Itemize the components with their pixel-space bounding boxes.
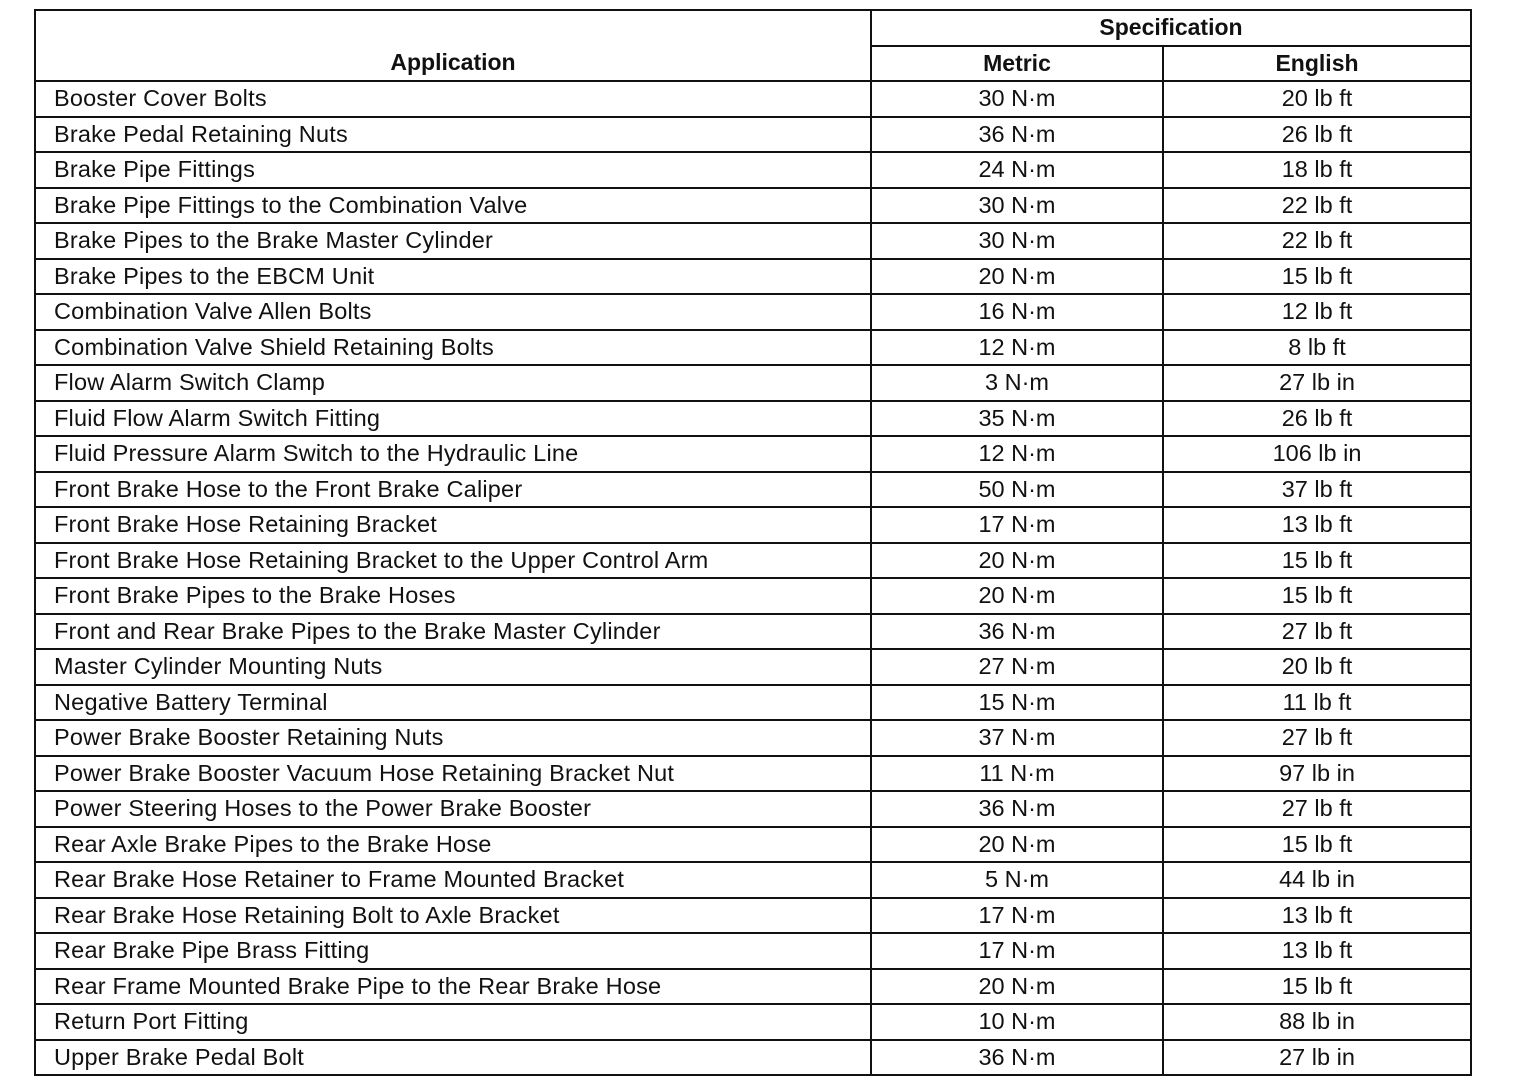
metric-cell: 3 N·m — [871, 365, 1163, 401]
english-cell: 13 lb ft — [1163, 898, 1471, 934]
table-row — [35, 436, 1471, 472]
english-cell: 26 lb ft — [1163, 401, 1471, 437]
application-cell: Front Brake Hose Retaining Bracket to the Upper Control Arm — [35, 543, 871, 579]
application-cell: Brake Pipes to the Brake Master Cylinder — [35, 223, 871, 259]
english-cell: 15 lb ft — [1163, 543, 1471, 579]
application-header: Application — [35, 10, 871, 81]
application-cell: Return Port Fitting — [35, 1004, 871, 1040]
specification-header: Specification — [871, 10, 1471, 46]
metric-cell: 12 N·m — [871, 436, 1163, 472]
metric-cell: 36 N·m — [871, 614, 1163, 650]
table-row — [35, 649, 1471, 685]
application-cell: Power Brake Booster Vacuum Hose Retaining Bracket Nut — [35, 756, 871, 792]
english-cell: 27 lb ft — [1163, 614, 1471, 650]
table-row — [35, 827, 1471, 863]
application-cell: Master Cylinder Mounting Nuts — [35, 649, 871, 685]
application-cell: Negative Battery Terminal — [35, 685, 871, 721]
english-cell: 97 lb in — [1163, 756, 1471, 792]
table-row — [35, 117, 1471, 153]
english-cell: 15 lb ft — [1163, 827, 1471, 863]
english-cell: 20 lb ft — [1163, 649, 1471, 685]
english-cell: 22 lb ft — [1163, 188, 1471, 224]
table-row — [35, 294, 1471, 330]
metric-cell: 20 N·m — [871, 259, 1163, 295]
application-cell: Rear Brake Pipe Brass Fitting — [35, 933, 871, 969]
english-cell: 8 lb ft — [1163, 330, 1471, 366]
metric-cell: 17 N·m — [871, 898, 1163, 934]
table-row — [35, 507, 1471, 543]
application-cell: Power Steering Hoses to the Power Brake Booster — [35, 791, 871, 827]
table-row — [35, 401, 1471, 437]
application-cell: Rear Brake Hose Retainer to Frame Mounted Bracket — [35, 862, 871, 898]
table-row — [35, 259, 1471, 295]
application-cell: Upper Brake Pedal Bolt — [35, 1040, 871, 1076]
metric-cell: 50 N·m — [871, 472, 1163, 508]
application-cell: Front Brake Pipes to the Brake Hoses — [35, 578, 871, 614]
metric-cell: 17 N·m — [871, 933, 1163, 969]
english-cell: 20 lb ft — [1163, 81, 1471, 117]
english-cell: 44 lb in — [1163, 862, 1471, 898]
metric-cell: 24 N·m — [871, 152, 1163, 188]
application-cell: Fluid Flow Alarm Switch Fitting — [35, 401, 871, 437]
metric-cell: 5 N·m — [871, 862, 1163, 898]
application-cell: Front Brake Hose Retaining Bracket — [35, 507, 871, 543]
table-row — [35, 791, 1471, 827]
application-cell: Power Brake Booster Retaining Nuts — [35, 720, 871, 756]
application-cell: Brake Pipes to the EBCM Unit — [35, 259, 871, 295]
english-cell: 106 lb in — [1163, 436, 1471, 472]
english-cell: 15 lb ft — [1163, 578, 1471, 614]
table-row — [35, 1004, 1471, 1040]
torque-specification-table — [34, 9, 1472, 1076]
table-row — [35, 543, 1471, 579]
metric-header: Metric — [871, 46, 1163, 82]
metric-cell: 27 N·m — [871, 649, 1163, 685]
english-cell: 37 lb ft — [1163, 472, 1471, 508]
application-cell: Rear Brake Hose Retaining Bolt to Axle Bracket — [35, 898, 871, 934]
english-cell: 26 lb ft — [1163, 117, 1471, 153]
metric-cell: 35 N·m — [871, 401, 1163, 437]
metric-cell: 15 N·m — [871, 685, 1163, 721]
metric-cell: 20 N·m — [871, 969, 1163, 1005]
application-cell: Combination Valve Shield Retaining Bolts — [35, 330, 871, 366]
metric-cell: 36 N·m — [871, 117, 1163, 153]
metric-cell: 11 N·m — [871, 756, 1163, 792]
table-row — [35, 330, 1471, 366]
table-row — [35, 188, 1471, 224]
table-row — [35, 578, 1471, 614]
application-cell: Rear Axle Brake Pipes to the Brake Hose — [35, 827, 871, 863]
english-cell: 18 lb ft — [1163, 152, 1471, 188]
table-row — [35, 756, 1471, 792]
table-row — [35, 969, 1471, 1005]
english-cell: 12 lb ft — [1163, 294, 1471, 330]
table-row — [35, 933, 1471, 969]
application-cell: Brake Pedal Retaining Nuts — [35, 117, 871, 153]
english-cell: 27 lb ft — [1163, 720, 1471, 756]
application-cell: Front and Rear Brake Pipes to the Brake Master Cylinder — [35, 614, 871, 650]
table-row — [35, 1040, 1471, 1076]
metric-cell: 20 N·m — [871, 827, 1163, 863]
english-cell: 88 lb in — [1163, 1004, 1471, 1040]
application-cell: Brake Pipe Fittings to the Combination Valve — [35, 188, 871, 224]
english-cell: 27 lb in — [1163, 1040, 1471, 1076]
metric-cell: 37 N·m — [871, 720, 1163, 756]
metric-cell: 20 N·m — [871, 578, 1163, 614]
table-row — [35, 614, 1471, 650]
table-row — [35, 720, 1471, 756]
metric-cell: 30 N·m — [871, 188, 1163, 224]
application-cell: Flow Alarm Switch Clamp — [35, 365, 871, 401]
application-cell: Brake Pipe Fittings — [35, 152, 871, 188]
metric-cell: 10 N·m — [871, 1004, 1163, 1040]
english-cell: 15 lb ft — [1163, 259, 1471, 295]
english-cell: 15 lb ft — [1163, 969, 1471, 1005]
english-cell: 13 lb ft — [1163, 507, 1471, 543]
english-cell: 13 lb ft — [1163, 933, 1471, 969]
application-cell: Combination Valve Allen Bolts — [35, 294, 871, 330]
table-row — [35, 81, 1471, 117]
metric-cell: 12 N·m — [871, 330, 1163, 366]
table-row — [35, 685, 1471, 721]
table-body — [35, 81, 1471, 1075]
table-row — [35, 223, 1471, 259]
table-row — [35, 152, 1471, 188]
english-header: English — [1163, 46, 1471, 82]
application-cell: Booster Cover Bolts — [35, 81, 871, 117]
table-header — [35, 10, 1471, 81]
metric-cell: 36 N·m — [871, 791, 1163, 827]
english-cell: 27 lb ft — [1163, 791, 1471, 827]
table-row — [35, 898, 1471, 934]
metric-cell: 30 N·m — [871, 223, 1163, 259]
table-row — [35, 365, 1471, 401]
metric-cell: 30 N·m — [871, 81, 1163, 117]
table-row — [35, 862, 1471, 898]
metric-cell: 17 N·m — [871, 507, 1163, 543]
metric-cell: 16 N·m — [871, 294, 1163, 330]
application-cell: Front Brake Hose to the Front Brake Caliper — [35, 472, 871, 508]
metric-cell: 20 N·m — [871, 543, 1163, 579]
table-row — [35, 472, 1471, 508]
english-cell: 22 lb ft — [1163, 223, 1471, 259]
english-cell: 27 lb in — [1163, 365, 1471, 401]
english-cell: 11 lb ft — [1163, 685, 1471, 721]
metric-cell: 36 N·m — [871, 1040, 1163, 1076]
application-cell: Fluid Pressure Alarm Switch to the Hydraulic Line — [35, 436, 871, 472]
application-cell: Rear Frame Mounted Brake Pipe to the Rear Brake Hose — [35, 969, 871, 1005]
